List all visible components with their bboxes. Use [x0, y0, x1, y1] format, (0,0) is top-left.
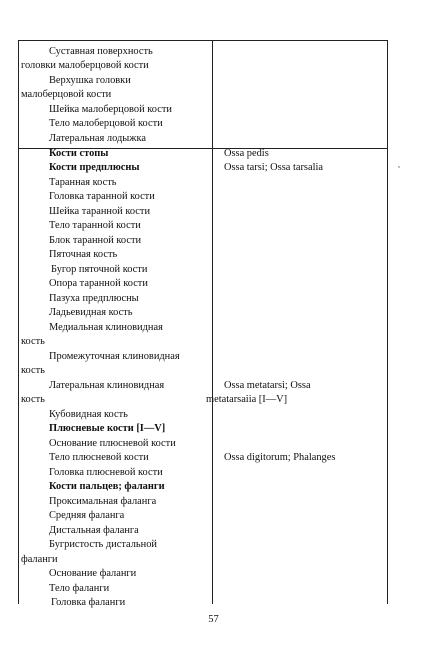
term-line: Суставная поверхность — [49, 46, 153, 57]
term-line: Медиальная клиновидная — [49, 322, 163, 333]
term-line: кость — [21, 394, 45, 405]
term-line: Таранная кость — [49, 177, 117, 188]
term-line: кость — [21, 336, 45, 347]
term-line: Шейка малоберцовой кости — [49, 104, 172, 115]
term-line: Тело плюсневой кости — [49, 452, 149, 463]
latin-term-line: metatarsaiia [I—V] — [206, 394, 288, 405]
term-line: Кости пальцев; фаланги — [49, 481, 165, 492]
page-number: 57 — [208, 614, 219, 625]
latin-term-line: Ossa digitorum; Phalanges — [224, 452, 336, 463]
term-line: Латеральная клиновидная — [49, 380, 165, 391]
term-line: Ладьевидная кость — [49, 307, 133, 318]
term-line: Тело малоберцовой кости — [49, 118, 163, 129]
term-line: Пяточная кость — [49, 249, 118, 260]
term-line: Проксимальная фаланга — [49, 496, 157, 507]
latin-term-line: Ossa tarsi; Ossa tarsalia — [224, 162, 323, 173]
term-line: Опора таранной кости — [49, 278, 148, 289]
term-line: Бугор пяточной кости — [51, 264, 148, 275]
term-line: фаланги — [21, 554, 58, 565]
term-line: Промежуточная клиновидная — [49, 351, 180, 362]
latin-term-line: Ossa metatarsi; Ossa — [224, 380, 311, 391]
term-line: Блок таранной кости — [49, 235, 142, 246]
term-line: Основание плюсневой кости — [49, 438, 176, 449]
term-line: малоберцовой кости — [21, 89, 112, 100]
term-line: Дистальная фаланга — [49, 525, 139, 536]
term-line: Плюсневые кости [I—V] — [49, 423, 166, 434]
term-line: Верхушка головки — [49, 75, 131, 86]
term-line: Средняя фаланга — [49, 510, 125, 521]
term-line: Головка фаланги — [51, 597, 126, 608]
latin-term-line: Ossa pedis — [224, 148, 269, 159]
term-line: Кости стопы — [49, 148, 109, 159]
term-line: головки малоберцовой кости — [21, 60, 149, 71]
column-divider — [212, 41, 213, 604]
term-line: Головка плюсневой кости — [49, 467, 163, 478]
term-line: Шейка таранной кости — [49, 206, 151, 217]
term-line: Бугристость дистальной — [49, 539, 157, 550]
row-divider-left — [19, 148, 212, 149]
term-line: Кубовидная кость — [49, 409, 128, 420]
term-line: Головка таранной кости — [49, 191, 155, 202]
scan-speck — [398, 166, 400, 168]
term-line: Кости предплюсны — [49, 162, 140, 173]
term-line: Тело таранной кости — [49, 220, 141, 231]
term-line: Тело фаланги — [49, 583, 110, 594]
terminology-table — [18, 40, 388, 608]
term-line: Латеральная лодыжка — [49, 133, 146, 144]
table-right-border — [387, 41, 388, 604]
term-line: кость — [21, 365, 45, 376]
term-line: Основание фаланги — [49, 568, 137, 579]
term-line: Пазуха предплюсны — [49, 293, 139, 304]
